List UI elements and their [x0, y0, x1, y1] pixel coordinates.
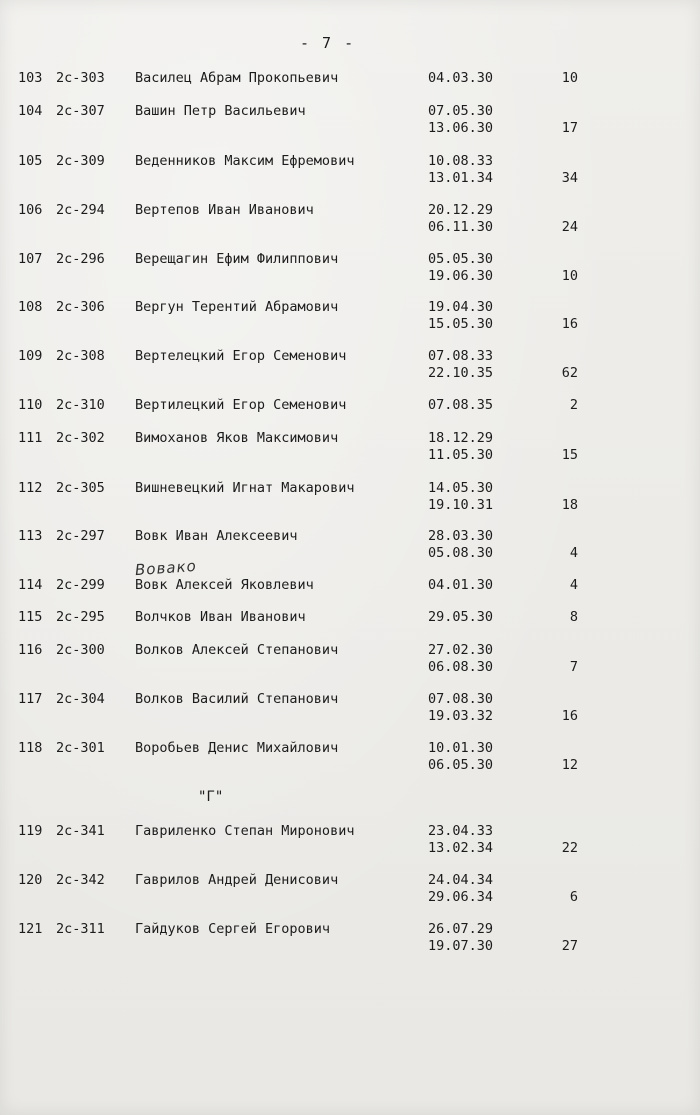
end-date: 06.11.30 [428, 219, 494, 235]
case-code: 2с-297 [56, 528, 105, 544]
start-date: 18.12.29 [428, 430, 494, 446]
end-date: 19.07.30 [428, 938, 494, 954]
case-code: 2с-309 [56, 153, 105, 169]
end-date: 06.05.30 [428, 757, 494, 773]
person-name: Гавриленко Степан Миронович [135, 823, 355, 839]
person-name: Волков Алексей Степанович [135, 642, 339, 658]
row-number: 108 [18, 299, 43, 315]
person-name: Вовк Иван Алексеевич [135, 528, 298, 544]
case-code: 2с-341 [56, 823, 105, 839]
start-date: 07.05.30 [428, 103, 494, 119]
person-name: Волчков Иван Иванович [135, 609, 306, 625]
person-name: Вовк Алексей Яковлевич [135, 577, 314, 593]
end-date: 19.03.32 [428, 708, 494, 724]
person-name: Вергун Терентий Абрамович [135, 299, 339, 315]
row-number: 115 [18, 609, 43, 625]
start-date: 07.08.35 [428, 397, 494, 413]
duration: 10 [561, 268, 578, 284]
case-code: 2с-301 [56, 740, 105, 756]
start-date: 26.07.29 [428, 921, 494, 937]
person-name: Вертепов Иван Иванович [135, 202, 314, 218]
duration: 16 [561, 316, 578, 332]
duration: 62 [561, 365, 578, 381]
person-name: Воробьев Денис Михайлович [135, 740, 339, 756]
start-date: 14.05.30 [428, 480, 494, 496]
start-date: 29.05.30 [428, 609, 494, 625]
duration: 2 [569, 397, 578, 413]
case-code: 2с-296 [56, 251, 105, 267]
end-date: 13.06.30 [428, 120, 494, 136]
case-code: 2с-310 [56, 397, 105, 413]
row-number: 111 [18, 430, 43, 446]
end-date: 11.05.30 [428, 447, 494, 463]
case-code: 2с-299 [56, 577, 105, 593]
duration: 16 [561, 708, 578, 724]
duration: 24 [561, 219, 578, 235]
start-date: 07.08.30 [428, 691, 494, 707]
person-name: Вишневецкий Игнат Макарович [135, 480, 355, 496]
case-code: 2с-305 [56, 480, 105, 496]
person-name: Гаврилов Андрей Денисович [135, 872, 339, 888]
end-date: 05.08.30 [428, 545, 494, 561]
duration: 27 [561, 938, 578, 954]
row-number: 107 [18, 251, 43, 267]
person-name: Волков Василий Степанович [135, 691, 339, 707]
start-date: 04.03.30 [428, 70, 494, 86]
row-number: 121 [18, 921, 43, 937]
end-date: 29.06.34 [428, 889, 494, 905]
person-name: Гайдуков Сергей Егорович [135, 921, 331, 937]
duration: 8 [569, 609, 578, 625]
duration: 15 [561, 447, 578, 463]
duration: 6 [569, 889, 578, 905]
person-name: Вертилецкий Егор Семенович [135, 397, 347, 413]
person-name: Василец Абрам Прокопьевич [135, 70, 339, 86]
end-date: 22.10.35 [428, 365, 494, 381]
duration: 4 [569, 545, 578, 561]
start-date: 04.01.30 [428, 577, 494, 593]
case-code: 2с-300 [56, 642, 105, 658]
end-date: 06.08.30 [428, 659, 494, 675]
duration: 12 [561, 757, 578, 773]
start-date: 20.12.29 [428, 202, 494, 218]
case-code: 2с-302 [56, 430, 105, 446]
handwritten-note: Вовако [134, 556, 198, 580]
duration: 22 [561, 840, 578, 856]
duration: 34 [561, 170, 578, 186]
row-number: 119 [18, 823, 43, 839]
start-date: 10.08.33 [428, 153, 494, 169]
case-code: 2с-294 [56, 202, 105, 218]
duration: 17 [561, 120, 578, 136]
start-date: 24.04.34 [428, 872, 494, 888]
case-code: 2с-307 [56, 103, 105, 119]
end-date: 15.05.30 [428, 316, 494, 332]
row-number: 105 [18, 153, 43, 169]
duration: 7 [569, 659, 578, 675]
case-code: 2с-308 [56, 348, 105, 364]
person-name: Вертелецкий Егор Семенович [135, 348, 347, 364]
person-name: Вашин Петр Васильевич [135, 103, 306, 119]
section-header: "Г" [198, 789, 224, 805]
row-number: 104 [18, 103, 43, 119]
start-date: 05.05.30 [428, 251, 494, 267]
row-number: 113 [18, 528, 43, 544]
end-date: 13.02.34 [428, 840, 494, 856]
person-name: Верещагин Ефим Филиппович [135, 251, 339, 267]
row-number: 112 [18, 480, 43, 496]
start-date: 28.03.30 [428, 528, 494, 544]
row-number: 114 [18, 577, 43, 593]
row-number: 106 [18, 202, 43, 218]
end-date: 19.10.31 [428, 497, 494, 513]
row-number: 118 [18, 740, 43, 756]
start-date: 10.01.30 [428, 740, 494, 756]
row-number: 109 [18, 348, 43, 364]
end-date: 13.01.34 [428, 170, 494, 186]
duration: 4 [569, 577, 578, 593]
case-code: 2с-295 [56, 609, 105, 625]
case-code: 2с-303 [56, 70, 105, 86]
end-date: 19.06.30 [428, 268, 494, 284]
person-name: Вимоханов Яков Максимович [135, 430, 339, 446]
case-code: 2с-311 [56, 921, 105, 937]
person-name: Веденников Максим Ефремович [135, 153, 355, 169]
row-number: 110 [18, 397, 43, 413]
case-code: 2с-304 [56, 691, 105, 707]
row-number: 117 [18, 691, 43, 707]
start-date: 19.04.30 [428, 299, 494, 315]
row-number: 116 [18, 642, 43, 658]
start-date: 27.02.30 [428, 642, 494, 658]
start-date: 07.08.33 [428, 348, 494, 364]
page-number: - 7 - [300, 34, 356, 52]
duration: 10 [561, 70, 578, 86]
case-code: 2с-306 [56, 299, 105, 315]
duration: 18 [561, 497, 578, 513]
row-number: 120 [18, 872, 43, 888]
start-date: 23.04.33 [428, 823, 494, 839]
case-code: 2с-342 [56, 872, 105, 888]
row-number: 103 [18, 70, 43, 86]
